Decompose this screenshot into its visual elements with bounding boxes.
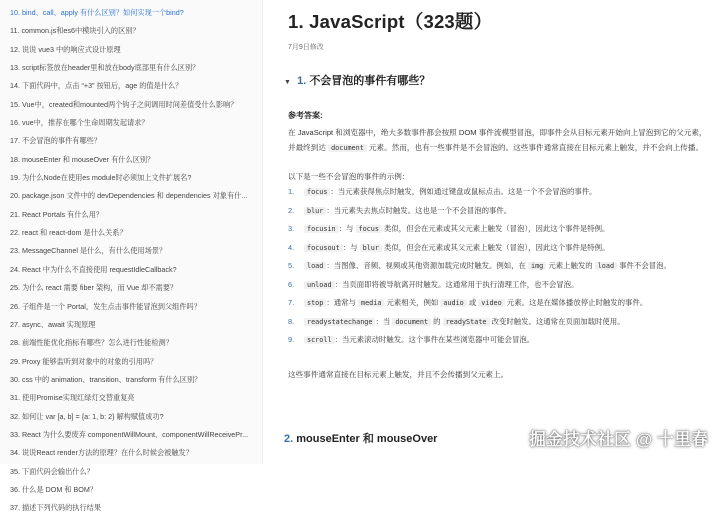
toc-item[interactable]: 35. 下面代码会输出什么？ xyxy=(10,466,94,476)
section-number: 2. xyxy=(284,433,294,445)
event-item xyxy=(288,334,708,346)
toc-item[interactable]: 37. 描述下列代码的执行结果 xyxy=(10,503,102,513)
event-text: 元素。这是在媒体播放停止时触发的事件。 xyxy=(504,298,648,307)
event-text: ：当图像、音频、视频或其他资源加载完成时触发。例如，在 xyxy=(326,261,528,270)
section-heading[interactable] xyxy=(284,72,430,88)
event-text: 事件不会冒泡。 xyxy=(617,261,671,270)
outline-sidebar xyxy=(0,0,263,513)
event-text: 的 xyxy=(431,316,443,326)
toc-item[interactable]: 25. 为什么 react 需要 fiber 架构，而 Vue 却不需要？ xyxy=(10,283,178,293)
inline-code: blur xyxy=(360,244,382,252)
event-text: 类似，但会在元素或其父元素上触发（冒泡），因此这个事件是特例。 xyxy=(381,224,610,233)
toc-item[interactable]: 13. script标签放在header里和放在body底部里有什么区别？ xyxy=(10,63,200,73)
event-item xyxy=(288,316,708,328)
event-text: ：与 xyxy=(342,242,360,252)
event-text: 或 xyxy=(466,298,479,307)
toc-item[interactable]: 15. Vue中，created和mounted两个钩子之间调用时间差值受什么影响？ xyxy=(10,99,238,109)
toc-item[interactable]: 30. css 中的 animation、transition、transform 有什么区别？ xyxy=(10,374,202,384)
toc-item[interactable]: 24. React 中为什么不直接使用 requestIdleCallback? xyxy=(10,264,177,274)
list-number: 6. xyxy=(288,279,295,289)
toc-item[interactable]: 12. 说说 vue3 中的响应式设计原理 xyxy=(10,44,121,54)
inline-code: media xyxy=(358,299,384,307)
event-item xyxy=(288,297,708,309)
intro-text: 元素。然而，也有一些事件是不会冒泡的。这些事件通常直接在目标元素上触发，并不会向上传播。 xyxy=(366,142,704,152)
toc-item[interactable]: 17. 不会冒泡的事件有哪些？ xyxy=(10,136,102,146)
intro-text: 在 JavaScript 和浏览器中，绝大多数事件都会按照 DOM 事件流模型冒泡，即事件会从目标元素开始向上冒泡到它的父元素，并最终到达 xyxy=(288,128,707,152)
toc-item[interactable]: 36. 什么是 DOM 和 BOM？ xyxy=(10,484,98,494)
toc-item[interactable]: 33. React 为什么要废弃 componentWillMount、componentWillReceivePr... xyxy=(10,429,249,439)
toc-item[interactable]: 31. 使用Promise实现红绿灯交替重复亮 xyxy=(10,393,135,403)
inline-code: focus xyxy=(356,225,382,233)
toc-item[interactable]: 34. 说说React render方法的原理？在什么时候会被触发？ xyxy=(10,448,193,458)
toc-item[interactable]: 19. 为什么Node在使用es module时必须加上文件扩展名? xyxy=(10,173,192,183)
inline-code: load xyxy=(304,262,326,270)
event-item xyxy=(288,260,708,272)
event-text: ：当 xyxy=(375,316,393,326)
event-text: 改变时触发。这通常在页面加载时使用。 xyxy=(489,316,625,326)
list-intro: 以下是一些不会冒泡的事件的示例： xyxy=(288,172,410,181)
list-number: 8. xyxy=(288,316,295,326)
inline-code: focus xyxy=(304,188,330,196)
inline-code: scroll xyxy=(304,336,335,344)
intro-paragraph xyxy=(288,126,713,155)
event-item xyxy=(288,223,708,235)
page-title: 1. JavaScript（323题） xyxy=(288,11,493,32)
toc-item[interactable]: 18. mouseEnter 和 mouseOver 有什么区别？ xyxy=(10,154,155,164)
list-number: 2. xyxy=(288,205,295,215)
toc-item[interactable]: 22. react 和 react-dom 是什么关系？ xyxy=(10,228,127,238)
toc-item[interactable]: 29. Proxy 能够监听到对象中的对象的引用吗？ xyxy=(10,356,158,366)
toc-item[interactable]: 27. async、await 实现原理 xyxy=(10,319,96,329)
inline-code: readystatechange xyxy=(304,318,375,326)
event-text: ：与 xyxy=(338,224,356,233)
toc-item[interactable]: 16. vue中，推荐在哪个生命周期发起请求？ xyxy=(10,118,149,128)
event-text: 类似，但会在元素或其父元素上触发（冒泡），因此这个事件是特例。 xyxy=(381,242,610,252)
section-number: 1. xyxy=(297,75,307,87)
toc-item[interactable]: 10. bind、call、apply 有什么区别？如何实现一个bind? xyxy=(10,8,184,17)
watermark: 掘金技术社区 @ 十里春 xyxy=(528,430,708,449)
section-heading-2[interactable] xyxy=(284,430,437,446)
inline-code: document xyxy=(392,318,431,326)
inline-code: img xyxy=(528,262,546,270)
toc-item[interactable]: 11. common.js和es6中模块引入的区别？ xyxy=(10,26,140,36)
list-number: 7. xyxy=(288,298,295,307)
toc-item[interactable]: 20. package.json 文件中的 devDependencies 和 dependencies 对象有什... xyxy=(10,191,248,201)
section-title: mouseEnter 和 mouseOver xyxy=(296,433,438,445)
collapse-caret-icon[interactable]: ▼ xyxy=(284,79,291,86)
list-number: 4. xyxy=(288,242,295,252)
outro-paragraph: 这些事件通常直接在目标元素上触发，并且不会传播到父元素上。 xyxy=(288,370,509,379)
inline-code: unload xyxy=(304,281,335,289)
inline-code: stop xyxy=(304,299,326,307)
event-text: ：当元素失去焦点时触发。这也是一个不会冒泡的事件。 xyxy=(326,205,512,215)
inline-code: focusin xyxy=(304,225,339,233)
toc-item[interactable]: 32. 如何让 var [a, b] = {a: 1, b: 2} 解构赋值成功? xyxy=(10,411,164,421)
inline-code: readyState xyxy=(443,318,490,326)
list-number: 1. xyxy=(288,187,295,196)
event-item xyxy=(288,279,708,291)
toc-item[interactable]: 26. 子组件是一个 Portal，发生点击事件能冒泡到父组件吗？ xyxy=(10,301,201,311)
toc-item[interactable]: 23. MessageChannel 是什么，有什么使用场景？ xyxy=(10,246,167,256)
event-text: ：当页面即将被导航离开时触发。这通常用于执行清理工作，也不会冒泡。 xyxy=(334,279,579,289)
inline-code: audio xyxy=(440,299,466,307)
event-text: 元素相关，例如 xyxy=(384,298,441,307)
event-item xyxy=(288,186,708,198)
toc-item[interactable]: 28. 前端性能优化指标有哪些？怎么进行性能检测？ xyxy=(10,338,173,348)
event-item xyxy=(288,242,708,254)
inline-code: document xyxy=(328,144,367,152)
inline-code: load xyxy=(595,262,617,270)
toc-item[interactable]: 21. React Portals 有什么用？ xyxy=(10,209,104,219)
section-title: 不会冒泡的事件有哪些？ xyxy=(309,75,431,87)
event-text: 元素上触发的 xyxy=(546,261,595,270)
modified-date: 7月9日修改 xyxy=(288,44,324,51)
inline-code: focusout xyxy=(304,244,343,252)
list-number: 5. xyxy=(288,261,295,270)
list-number: 9. xyxy=(288,335,295,344)
event-text: ：通常与 xyxy=(326,298,358,307)
event-item xyxy=(288,205,708,217)
reference-answer-label: 参考答案: xyxy=(288,111,323,120)
event-list xyxy=(288,186,708,353)
inline-code: video xyxy=(478,299,504,307)
inline-code: blur xyxy=(304,207,326,215)
toc-list xyxy=(0,0,262,518)
event-text: ：当元素获得焦点时触发，例如通过键盘或鼠标点击。这是一个不会冒泡的事件。 xyxy=(330,187,597,196)
list-number: 3. xyxy=(288,224,295,233)
document-content xyxy=(270,0,720,464)
event-text: ：当元素滚动时触发。这个事件在某些浏览器中可能会冒泡。 xyxy=(334,335,535,344)
toc-item[interactable]: 14. 下面代码中，点击 “+3” 按钮后，age 的值是什么？ xyxy=(10,81,183,91)
